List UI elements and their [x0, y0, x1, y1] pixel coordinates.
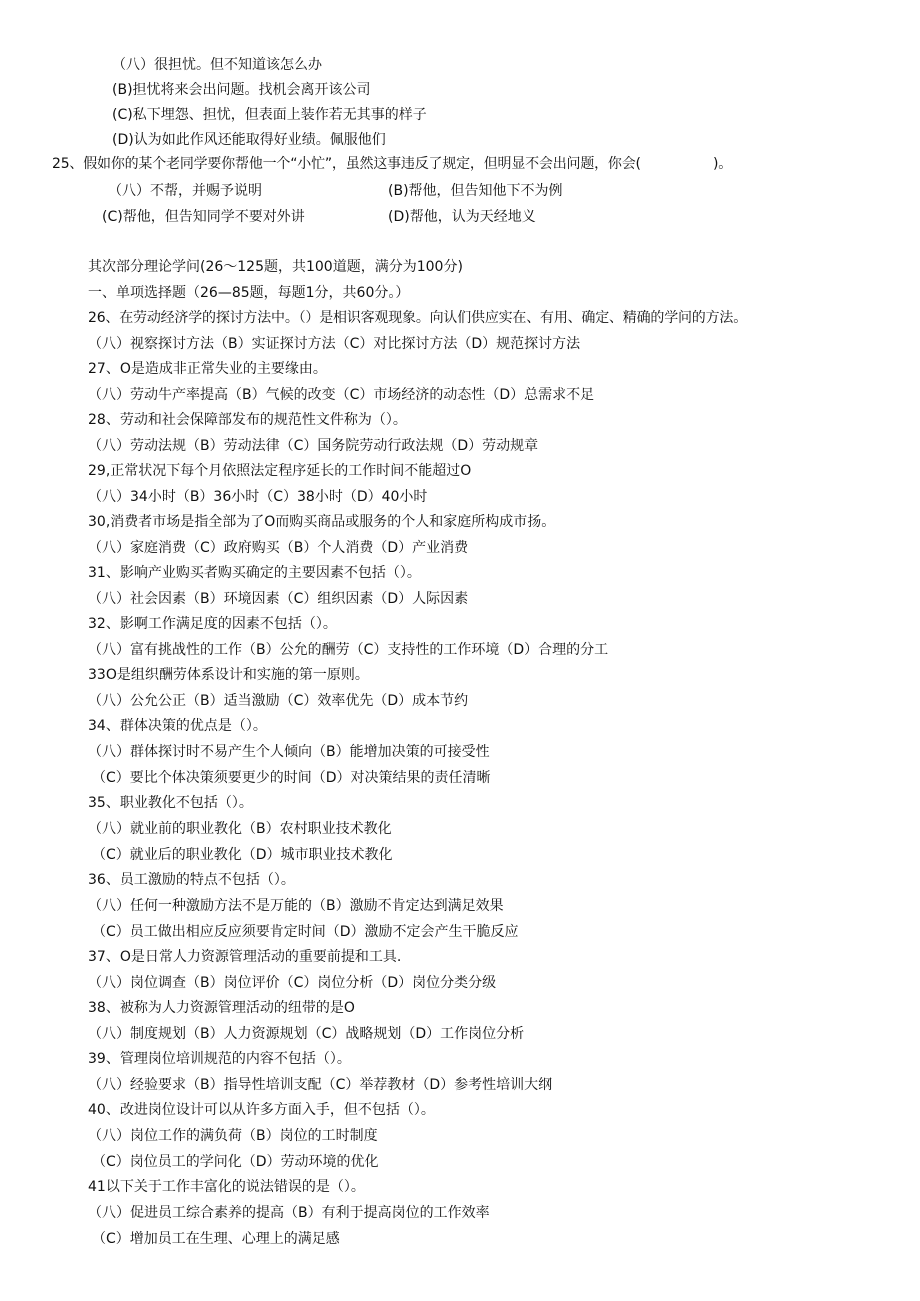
question-36: 36、员工激励的特点不包括（）。 [88, 872, 295, 888]
question-37: 37、O是日常人力资源管理活动的重要前提和工具. [88, 949, 402, 965]
q24-option-d: (D)认为如此作风还能取得好业绩。佩服他们 [112, 132, 386, 148]
q35-options-cd: （C）就业后的职业教化（D）城市职业技术教化 [92, 847, 393, 863]
question-26: 26、在劳动经济学的探讨方法中。（）是相识客观现象。向认们供应实在、有用、确定、精确的学问的方法。 [88, 310, 748, 326]
part2-heading: 其次部分理论学问(26〜125题，共100道题，满分为100分) [88, 259, 463, 275]
question-30: 30,消费者市场是指全部为了O而购买商品或服务的个人和家庭所构成市扬。 [88, 514, 556, 530]
q34-options-ab: （八）群体探讨时不易产生个人倾向（B）能增加决策的可接受性 [88, 744, 490, 760]
question-40: 40、改进岗位设计可以从许多方面入手，但不包括（）。 [88, 1102, 435, 1118]
q29-options: （八）34小时（B）36小时（C）38小时（D）40小时 [88, 489, 428, 505]
q41-options-ab: （八）促进员工综合素养的提高（B）有利于提高岗位的工作效率 [88, 1205, 490, 1221]
q41-option-c: （C）增加员工在生理、心理上的满足感 [92, 1231, 340, 1247]
q25-option-c: (C)帮他，但告知同学不要对外讲 [102, 209, 305, 225]
q25-option-a: （八）不帮，并赐予说明 [108, 183, 262, 199]
q36-options-ab: （八）任何一种激励方法不是万能的（B）激励不肯定达到满足效果 [88, 898, 504, 914]
q28-options: （八）劳动法规（B）劳动法律（C）国务院劳动行政法规（D）劳动规章 [88, 438, 539, 454]
q24-option-a: （八）很担忧。但不知道该怎么办 [112, 57, 322, 73]
question-34: 34、群体决策的优点是（）。 [88, 718, 267, 734]
q35-options-ab: （八）就业前的职业教化（B）农村职业技术教化 [88, 821, 392, 837]
q40-options-cd: （C）岗位员工的学问化（D）劳动环境的优化 [92, 1154, 379, 1170]
question-35: 35、职业教化不包括（）。 [88, 795, 253, 811]
q30-options: （八）家庭消费（C）政府购买（B）个人消费（D）产业消费 [88, 540, 469, 556]
q38-options: （八）制度规划（B）人力资源规划（C）战略规划（D）工作岗位分析 [88, 1026, 525, 1042]
q24-option-c: (C)私下埋怨、担忧，但表面上装作若无其事的样子 [112, 107, 427, 123]
question-29: 29,正常状况下每个月依照法定程序延长的工作时间不能超过O [88, 463, 472, 479]
q37-options: （八）岗位调查（B）岗位评价（C）岗位分析（D）岗位分类分级 [88, 975, 497, 991]
q33-options: （八）公允公正（B）适当激励（C）效率优先（D）成本节约 [88, 693, 469, 709]
q24-option-b: (B)担忧将来会出问题。找机会离开该公司 [112, 82, 371, 98]
question-28: 28、劳动和社会保障部发布的规范性文件称为（）。 [88, 412, 407, 428]
q25-option-b: (B)帮他，但告知他下不为例 [388, 183, 563, 199]
question-33: 33O是组织酬劳体系设计和实施的第一原则。 [88, 667, 369, 683]
q27-options: （八）劳动牛产率提高（B）气候的改变（C）市场经济的动态性（D）总需求不足 [88, 387, 595, 403]
question-31: 31、影响产业购买者购买确定的主要因素不包括（）。 [88, 565, 421, 581]
question-38: 38、被称为人力资源管理活动的纽带的是O [88, 1000, 355, 1016]
q39-options: （八）经验要求（B）指导性培训支配（C）举荐教材（D）参考性培训大纲 [88, 1077, 553, 1093]
q40-options-ab: （八）岗位工作的满负荷（B）岗位的工时制度 [88, 1128, 378, 1144]
q31-options: （八）社会因素（B）环境因素（C）组织因素（D）人际因素 [88, 591, 469, 607]
q26-options: （八）视察探讨方法（B）实证探讨方法（C）对比探讨方法（D）规范探讨方法 [88, 336, 581, 352]
q36-options-cd: （C）员工做出相应反应须要肯定时间（D）激励不定会产生干脆反应 [92, 924, 519, 940]
question-27: 27、O是造成非正常失业的主要缘由。 [88, 361, 327, 377]
section1-heading: 一、单项选择题（26—85题，每题1分，共60分。） [88, 285, 410, 301]
question-25: 25、假如你的某个老同学要你帮他一个“小忙”，虽然这事违反了规定，但明显不会出问题，你会( )。 [52, 156, 733, 172]
q34-options-cd: （C）要比个体决策须要更少的时间（D）对决策结果的责任清晰 [92, 770, 491, 786]
question-41: 41以下关于工作丰富化的说法错误的是（）。 [88, 1179, 365, 1195]
question-32: 32、影啊工作满足度的因素不包括（）。 [88, 616, 337, 632]
q25-option-d: (D)帮他，认为天经地义 [388, 209, 536, 225]
question-39: 39、管理岗位培训规范的内容不包括（）。 [88, 1051, 351, 1067]
q32-options: （八）富有挑战性的工作（B）公允的酬劳（C）支持性的工作环境（D）合理的分工 [88, 642, 609, 658]
